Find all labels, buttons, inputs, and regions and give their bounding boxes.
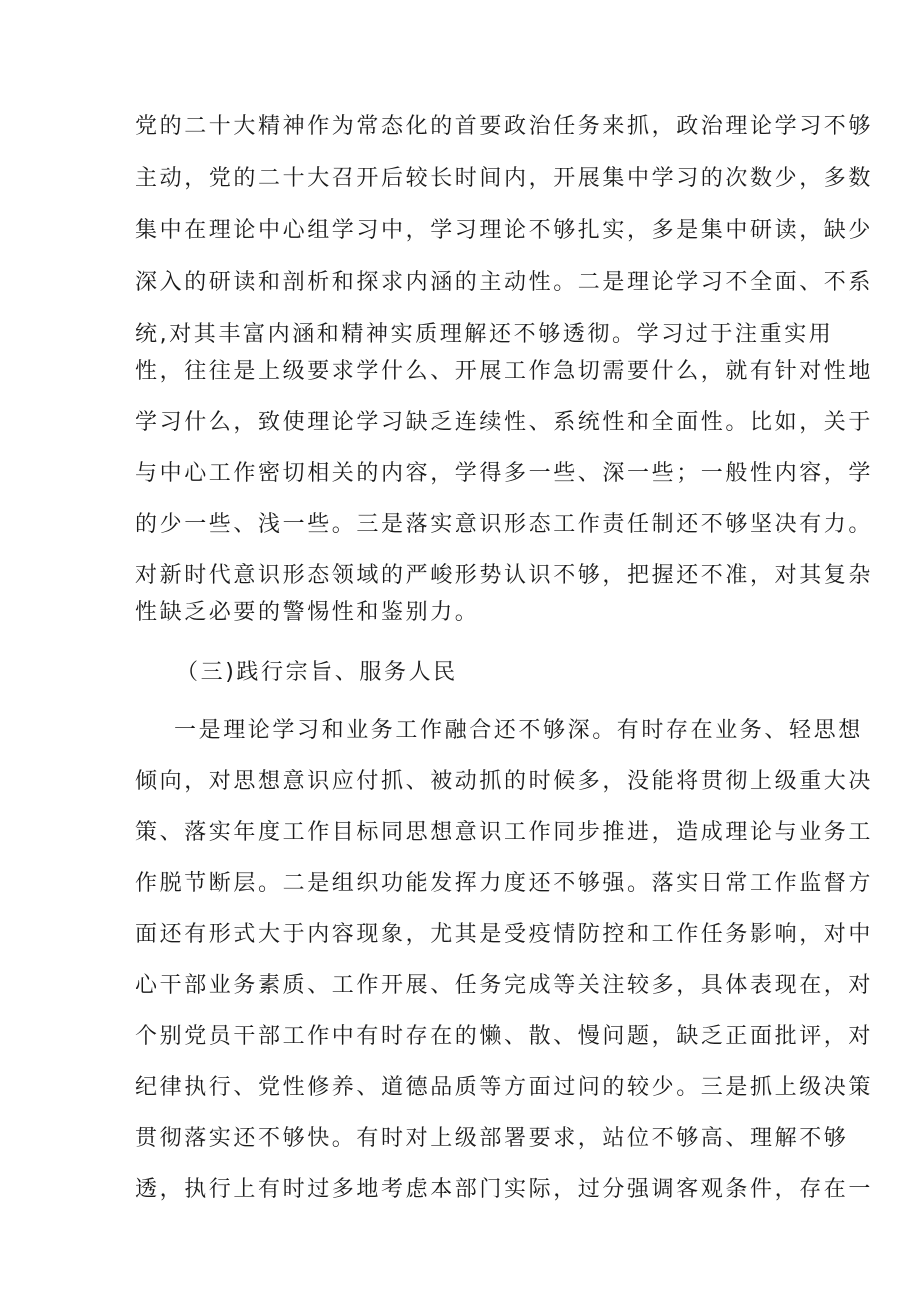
text-line: 深入的研读和剖析和探求内涵的主动性。二是理论学习不全面、不系 bbox=[135, 270, 874, 295]
text-line: 一是理论学习和业务工作融合还不够深。有时存在业务、轻思想 bbox=[174, 718, 863, 743]
text-line: 的少一些、浅一些。三是落实意识形态工作责任制还不够坚决有力。 bbox=[135, 512, 874, 537]
text-line: 面还有形式大于内容现象，尤其是受疫情防控和工作任务影响，对中 bbox=[135, 922, 874, 947]
text-line: 学习什么，致使理论学习缺乏连续性、系统性和全面性。比如，关于 bbox=[135, 410, 874, 435]
text-line: 纪律执行、党性修养、道德品质等方面过问的较少。三是抓上级决策 bbox=[135, 1075, 874, 1100]
text-line: 个别党员干部工作中有时存在的懒、散、慢问题，缺乏正面批评，对 bbox=[135, 1024, 874, 1049]
text-line: 作脱节断层。二是组织功能发挥力度还不够强。落实日常工作监督方 bbox=[135, 871, 874, 896]
text-line: 党的二十大精神作为常态化的首要政治任务来抓，政治理论学习不够 bbox=[135, 114, 874, 139]
text-line: 透，执行上有时过多地考虑本部门实际，过分强调客观条件，存在一 bbox=[135, 1177, 874, 1202]
text-line: 贯彻落实还不够快。有时对上级部署要求，站位不够高、理解不够 bbox=[135, 1126, 849, 1151]
text-line: 性，往往是上级要求学什么、开展工作急切需要什么，就有针对性地 bbox=[135, 359, 874, 384]
text-line: 与中心工作密切相关的内容，学得多一些、深一些；一般性内容，学 bbox=[135, 461, 874, 486]
text-line: 心干部业务素质、工作开展、任务完成等关注较多，具体表现在，对 bbox=[135, 973, 874, 998]
text-line: 主动，党的二十大召开后较长时间内，开展集中学习的次数少，多数 bbox=[135, 166, 874, 191]
text-line: 集中在理论中心组学习中，学习理论不够扎实，多是集中研读，缺少 bbox=[135, 218, 874, 243]
text-line: 倾向，对思想意识应付抓、被动抓的时候多，没能将贯彻上级重大决 bbox=[135, 769, 874, 794]
text-line: 策、落实年度工作目标同思想意识工作同步推进，造成理论与业务工 bbox=[135, 820, 874, 845]
text-line: 性缺乏必要的警惕性和鉴别力。 bbox=[135, 600, 480, 625]
text-line: 对新时代意识形态领域的严峻形势认识不够，把握还不准，对其复杂 bbox=[135, 563, 874, 588]
text-line: 统,对其丰富内涵和精神实质理解还不够透彻。学习过于注重实用 bbox=[135, 322, 834, 347]
section-heading: （三)践行宗旨、服务人民 bbox=[176, 660, 458, 685]
